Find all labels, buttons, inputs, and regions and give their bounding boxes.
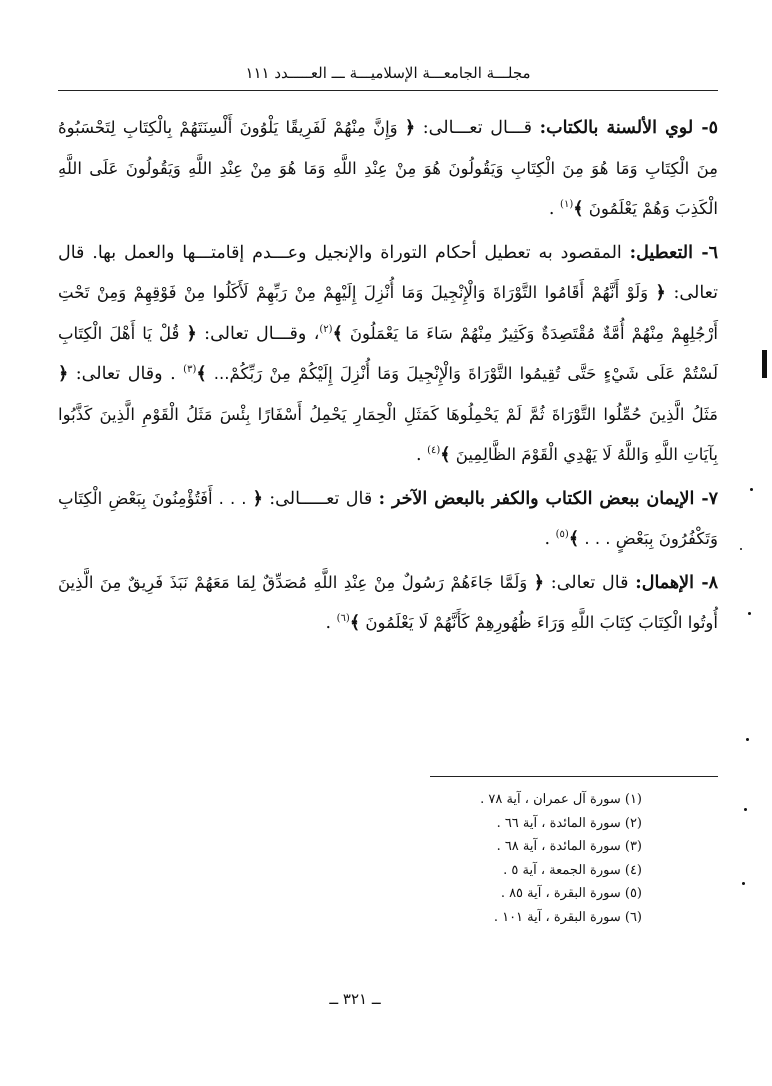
verse-open-bracket: ﴿ (252, 488, 263, 509)
verse-open-bracket: ﴿ (58, 364, 69, 384)
verse-close-bracket: ﴾ (568, 529, 580, 549)
paragraph-label: ٦- التعطيل: (629, 242, 719, 263)
paragraph-intro: قال تعالى: (543, 572, 636, 593)
verse-open-bracket: ﴿ (186, 323, 197, 344)
footnote-ref: (١) (560, 199, 574, 211)
paragraph-intro: المقصود به تعطيل أحكام التوراة والإنجيل وعـــدم إقامتـــها والعمل بها. قال تعالى: (58, 242, 718, 303)
quran-verse: . . . أَفَتُؤْمِنُونَ بِبَعْضِ الْكِتَابِ وَتَكْفُرُونَ بِبَعْضٍ . . . (58, 488, 718, 548)
footnote-ref: (٤) (427, 445, 441, 457)
footnote-ref: (٢) (319, 323, 333, 335)
paragraph-tail: . وقال تعالى: (68, 364, 184, 384)
quran-verse: مَثَلُ الَّذِينَ حُمِّلُوا التَّوْرَاةَ ثُمَّ لَمْ يَحْمِلُوهَا كَمَثَلِ الْحِمَارِ يَحْمِلُ أَسْفَارًا بِئْسَ مَثَلُ الْقَوْمِ الَّذِينَ كَذَّبُوا بِآيَاتِ اللَّهِ وَاللَّهُ لَا يَهْدِي الْقَوْمَ الظَّالِمِينَ (58, 404, 718, 464)
verse-close-bracket: ﴾ (349, 613, 361, 633)
footnote-ref: (٥) (555, 529, 569, 541)
paragraph-intro: قـــال تعـــالى: (415, 118, 540, 138)
footnote-item: (١) سورة آل عمران ، آية ٧٨ . (480, 792, 642, 807)
body-text (58, 108, 718, 647)
quran-verse: وَإِنَّ مِنْهُمْ لَفَرِيقًا يَلْوُونَ أَلْسِنَتَهُمْ بِالْكِتَابِ لِتَحْسَبُوهُ مِنَ الْكِتَابِ وَمَا هُوَ مِنَ الْكِتَابِ وَيَقُولُونَ هُوَ مِنْ عِنْدِ اللَّهِ وَمَا هُوَ مِنْ عِنْدِ اللَّهِ وَيَقُولُونَ عَلَى اللَّهِ الْكَذِبَ وَهُمْ يَعْلَمُونَ (58, 118, 718, 218)
footnote-item: (٦) سورة البقرة ، آية ١٠١ . (493, 909, 642, 925)
paragraph-tail: . (325, 613, 337, 633)
running-header: مجلـــة الجامعـــة الإسلاميـــة ـــ العـــــدد ١١١ (245, 64, 531, 82)
paragraph-7 (58, 479, 718, 560)
scan-dot (742, 882, 745, 885)
page-number: ــ ٣٢١ ــ (329, 990, 381, 1008)
paragraph-label: ٨- الإهمال: (635, 572, 719, 593)
footnote-ref: (٣) (183, 364, 197, 376)
paragraph-label: ٧- الإيمان ببعض الكتاب والكفر بالبعض الآخر : (378, 488, 718, 509)
paragraph-8 (58, 563, 718, 644)
verse-close-bracket: ﴾ (440, 445, 451, 465)
verse-close-bracket: ﴾ (573, 199, 584, 219)
verse-close-bracket: ﴾ (196, 364, 207, 384)
paragraph-intro: قال تعـــــالى: (262, 488, 379, 509)
footnotes (380, 788, 642, 929)
scan-dot (744, 808, 747, 811)
scan-mark (762, 350, 767, 378)
verse-open-bracket: ﴿ (404, 118, 416, 138)
scan-dot (750, 488, 753, 491)
paragraph-5 (58, 108, 718, 230)
quran-verse: وَلَوْ أَنَّهُمْ أَقَامُوا التَّوْرَاةَ وَالْإِنْجِيلَ وَمَا أُنْزِلَ إِلَيْهِمْ مِنْ رَبِّهِمْ لَأَكَلُوا مِنْ فَوْقِهِمْ وَمِنْ تَحْتِ أَرْجُلِهِمْ مِنْهُمْ أُمَّةٌ مُقْتَصِدَةٌ وَكَثِيرٌ مِنْهُمْ سَاءَ مَا يَعْمَلُونَ (58, 283, 718, 343)
footnote-item: (٤) سورة الجمعة ، آية ٥ . (503, 862, 642, 878)
scan-dot (746, 738, 749, 741)
verse-close-bracket: ﴾ (332, 323, 343, 344)
header-rule (58, 90, 718, 91)
scan-dot (740, 548, 742, 550)
paragraph-tail: ، وقـــال تعالى: (196, 323, 320, 344)
paragraph-label: ٥- لوي الألسنة بالكتاب: (539, 118, 718, 138)
scan-dot (748, 612, 751, 615)
footnote-item: (٢) سورة المائدة ، آية ٦٦ . (496, 815, 642, 831)
quran-verse: وَلَمَّا جَاءَهُمْ رَسُولٌ مِنْ عِنْدِ اللَّهِ مُصَدِّقٌ لِمَا مَعَهُمْ نَبَذَ فَرِيقٌ مِنَ الَّذِينَ أُوتُوا الْكِتَابَ كِتَابَ اللَّهِ وَرَاءَ ظُهُورِهِمْ كَأَنَّهُمْ لَا يَعْلَمُونَ (58, 572, 718, 632)
paragraph-tail: . (548, 199, 561, 219)
verse-open-bracket: ﴿ (533, 572, 544, 593)
footnote-rule (430, 776, 718, 777)
paragraph-6 (58, 233, 718, 476)
paragraph-tail: . (415, 445, 428, 465)
quran-verse: قُلْ يَا أَهْلَ الْكِتَابِ لَسْتُمْ عَلَى شَيْءٍ حَتَّى تُقِيمُوا التَّوْرَاةَ وَالْإِنْجِيلَ وَمَا أُنْزِلَ إِلَيْكُمْ مِنْ رَبِّكُمْ... (58, 323, 719, 383)
footnote-item: (٣) سورة المائدة ، آية ٦٨ . (496, 839, 642, 854)
footnote-ref: (٦) (336, 613, 350, 625)
verse-open-bracket: ﴿ (655, 283, 666, 303)
paragraph-tail: . (544, 529, 556, 549)
footnote-item: (٥) سورة البقرة ، آية ٨٥ . (500, 886, 642, 901)
